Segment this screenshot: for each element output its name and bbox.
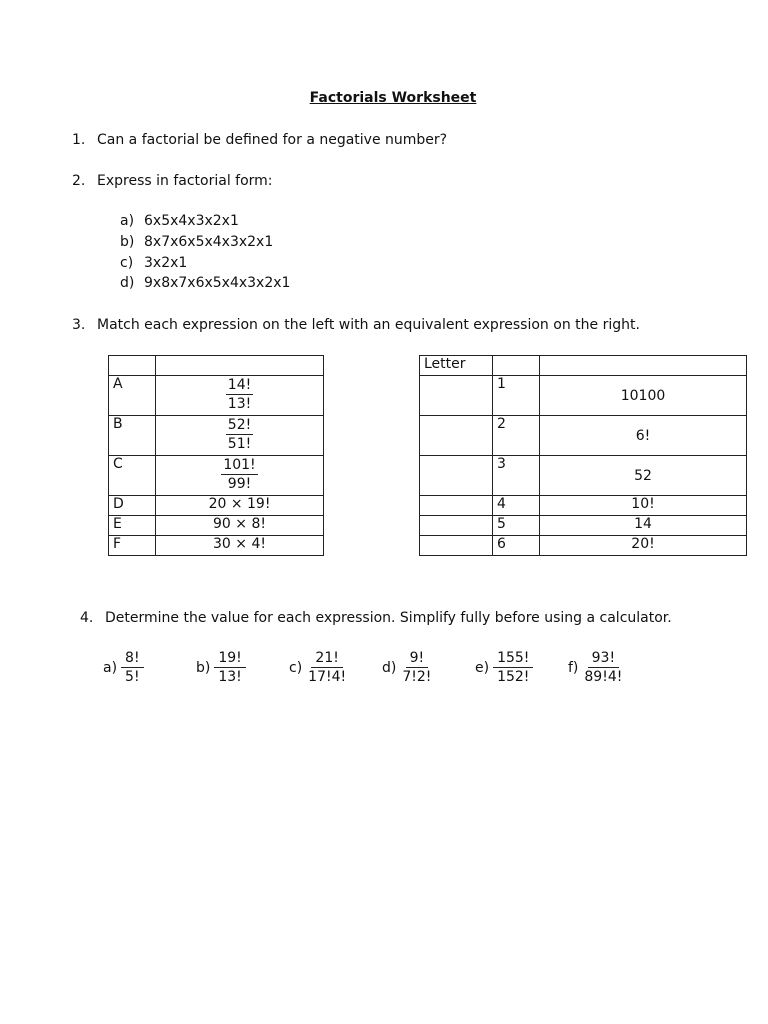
- table-row: [109, 516, 324, 536]
- list-item: [120, 213, 239, 229]
- row-value: 14: [540, 516, 747, 536]
- item-expression: 3x2x1: [144, 255, 188, 271]
- denominator: 17!4!: [308, 669, 347, 685]
- table-row: [420, 456, 747, 496]
- row-letter: E: [109, 516, 156, 536]
- numerator: 19!: [214, 649, 245, 668]
- denominator: 13!: [227, 396, 252, 412]
- expression-item: [382, 649, 433, 686]
- denominator: 5!: [125, 669, 140, 685]
- row-expression: 30 × 4!: [156, 536, 324, 556]
- numerator: 21!: [311, 649, 342, 668]
- item-label: a): [120, 213, 135, 229]
- row-letter: C: [109, 456, 156, 496]
- expression-item: [196, 649, 246, 686]
- row-number: 2: [493, 416, 540, 456]
- denominator: 89!4!: [584, 669, 623, 685]
- letter-answer-cell[interactable]: [420, 456, 493, 496]
- table-row: [420, 356, 747, 376]
- row-value: 20!: [540, 536, 747, 556]
- table-row: [109, 496, 324, 516]
- item-expression: 8x7x6x5x4x3x2x1: [144, 234, 274, 250]
- table-row: [109, 376, 324, 416]
- table-cell: [156, 356, 324, 376]
- expression-item: [289, 649, 348, 686]
- denominator: 99!: [227, 476, 252, 492]
- letter-answer-cell[interactable]: [420, 536, 493, 556]
- row-expression: 20 × 19!: [156, 496, 324, 516]
- item-label: c): [289, 659, 303, 676]
- denominator: 7!2!: [402, 669, 432, 685]
- numerator: 8!: [121, 649, 144, 668]
- row-number: 6: [493, 536, 540, 556]
- expression-item: [568, 649, 624, 686]
- table-row: [109, 356, 324, 376]
- fraction: [226, 416, 253, 453]
- question-4: [80, 610, 672, 626]
- fraction: [221, 456, 257, 493]
- right-match-table: [419, 355, 747, 556]
- question-3-text: Match each expression on the left with an equivalent expression on the right.: [97, 317, 640, 333]
- page-title: Factorials Worksheet: [309, 90, 477, 106]
- item-label: d): [120, 275, 135, 291]
- table-cell: [156, 456, 324, 496]
- numerator: 52!: [227, 417, 252, 433]
- row-letter: D: [109, 496, 156, 516]
- row-number: 4: [493, 496, 540, 516]
- question-2-text: Express in factorial form:: [97, 173, 273, 189]
- numerator: 14!: [227, 377, 252, 393]
- table-row: [109, 536, 324, 556]
- question-3: [72, 317, 640, 333]
- fraction: [226, 376, 253, 413]
- item-label: d): [382, 659, 397, 676]
- row-value: 10100: [540, 376, 747, 416]
- question-2: [72, 173, 273, 189]
- row-letter: B: [109, 416, 156, 456]
- table-row: [420, 536, 747, 556]
- table-row: [420, 516, 747, 536]
- row-letter: F: [109, 536, 156, 556]
- row-value: 52: [540, 456, 747, 496]
- row-number: 5: [493, 516, 540, 536]
- item-expression: 9x8x7x6x5x4x3x2x1: [144, 275, 291, 291]
- expression-item: [103, 649, 144, 686]
- item-label: b): [196, 659, 211, 676]
- item-label: c): [120, 255, 134, 271]
- question-2-number: 2.: [72, 173, 86, 189]
- letter-answer-cell[interactable]: [420, 516, 493, 536]
- list-item: [120, 234, 273, 250]
- letter-answer-cell[interactable]: [420, 376, 493, 416]
- row-number: 3: [493, 456, 540, 496]
- list-item: [120, 275, 290, 291]
- question-1-number: 1.: [72, 132, 86, 148]
- left-match-table: [108, 355, 324, 556]
- numerator: 155!: [493, 649, 533, 668]
- letter-answer-cell[interactable]: [420, 416, 493, 456]
- letter-answer-cell[interactable]: [420, 496, 493, 516]
- letter-header: Letter: [420, 356, 493, 376]
- denominator: 13!: [218, 669, 242, 685]
- question-4-text: Determine the value for each expression. Simplify fully before using a calculator.: [105, 610, 672, 626]
- row-letter: A: [109, 376, 156, 416]
- table-cell: [156, 376, 324, 416]
- item-expression: 6x5x4x3x2x1: [144, 213, 239, 229]
- denominator: 51!: [227, 436, 252, 452]
- item-label: f): [568, 659, 579, 676]
- question-1: [72, 132, 447, 148]
- table-row: [109, 416, 324, 456]
- question-1-text: Can a factorial be defined for a negative number?: [97, 132, 448, 148]
- expression-item: [475, 649, 533, 686]
- table-row: [420, 416, 747, 456]
- numerator: 93!: [588, 649, 619, 668]
- row-value: 10!: [540, 496, 747, 516]
- fraction: [493, 649, 533, 686]
- item-label: b): [120, 234, 135, 250]
- table-cell: [156, 416, 324, 456]
- fraction: [582, 649, 624, 686]
- table-cell: [493, 356, 540, 376]
- numerator: 101!: [223, 457, 256, 473]
- item-label: a): [103, 659, 118, 676]
- denominator: 152!: [497, 669, 530, 685]
- row-expression: 90 × 8!: [156, 516, 324, 536]
- question-3-number: 3.: [72, 317, 86, 333]
- row-number: 1: [493, 376, 540, 416]
- numerator: 9!: [406, 649, 429, 668]
- fraction: [306, 649, 348, 686]
- row-value: 6!: [540, 416, 747, 456]
- table-cell: [109, 356, 156, 376]
- fraction: [400, 649, 433, 686]
- table-row: [109, 456, 324, 496]
- question-4-number: 4.: [80, 610, 94, 626]
- table-row: [420, 376, 747, 416]
- table-cell: [540, 356, 747, 376]
- list-item: [120, 255, 187, 271]
- table-row: [420, 496, 747, 516]
- item-label: e): [475, 659, 490, 676]
- fraction: [121, 649, 144, 686]
- fraction: [214, 649, 245, 686]
